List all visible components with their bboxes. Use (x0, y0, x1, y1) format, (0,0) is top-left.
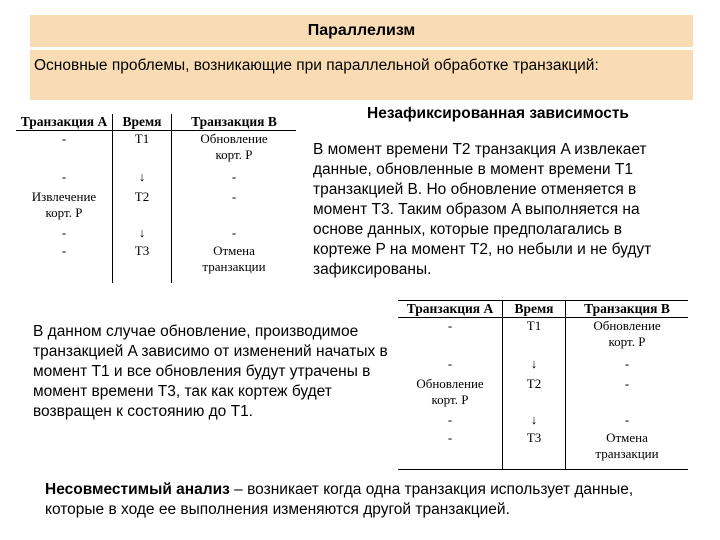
header-transaction-a: Транзакция A (16, 114, 113, 131)
table-cell: - (624, 375, 630, 391)
section-heading: Незафиксированная зависимость (367, 105, 629, 122)
term-inconsistent-analysis: Несовместимый анализ (45, 481, 230, 498)
table-cell: Извлечение корт. P (16, 189, 113, 225)
table-cell: ↓ (503, 412, 566, 430)
table-cell: - (231, 168, 237, 184)
table-cell: - (16, 169, 113, 189)
table-cell: T2 (503, 376, 566, 412)
table-cell: T2 (113, 189, 172, 225)
table-cell: Обновление корт. P (593, 318, 661, 349)
table-cell: - (624, 411, 630, 427)
table-cell: ↓ (113, 169, 172, 189)
header-transaction-a: Транзакция A (398, 301, 503, 318)
table-cell: Обновление корт. P (200, 131, 268, 162)
table-cell: - (398, 412, 503, 430)
header-transaction-b: Транзакция B (566, 301, 689, 318)
table-cell: - (16, 131, 113, 169)
header-time: Время (113, 114, 172, 131)
header-transaction-b: Транзакция B (172, 114, 297, 131)
table-cell: T3 (503, 430, 566, 470)
transaction-table-2 (398, 300, 688, 470)
table-cell: - (16, 225, 113, 243)
table-cell: - (16, 243, 113, 283)
table-cell: - (398, 430, 503, 470)
table-cell: - (398, 318, 503, 356)
table-cell: Отмена транзакции (202, 242, 266, 274)
table-cell: ↓ (113, 225, 172, 243)
bottom-definition (45, 480, 685, 520)
header-time: Время (503, 301, 566, 318)
table-cell: - (231, 188, 237, 204)
table-cell: T1 (503, 318, 566, 356)
slide-title: Параллелизм (30, 15, 693, 47)
definition-text: – возникает когда одна транзакция использует данные, которые в ходе ее выполнения изменяются другой транзакцией. (45, 481, 634, 518)
transaction-table-1 (16, 114, 296, 283)
explanation-right: В момент времени T2 транзакция A извлекает данные, обновленные в момент времени T1 транзакцией B. Но обновление отменяется в момент T3. Таким образом A выполняется на основе данных, которые предполагались в кортеже P на момент T2, но небыли и не будут зафиксированы. (313, 141, 652, 278)
explanation-left: В данном случае обновление, производимое транзакцией A зависимо от изменений начатых в момент T1 и все обновления будут утрачены в момент времени T3, так как кортеж будет возвращен к состоянию до T1. (33, 323, 388, 420)
table-cell: - (624, 355, 630, 371)
table-cell: Обновление корт. P (398, 376, 503, 412)
table-cell: T1 (113, 131, 172, 169)
table-cell: Отмена транзакции (566, 430, 689, 470)
table-cell: ↓ (503, 356, 566, 376)
problems-statement: Основные проблемы, возникающие при параллельной обработке транзакций: (30, 50, 693, 100)
table-cell: - (231, 224, 237, 240)
table-cell: T3 (113, 243, 172, 283)
table-cell: - (398, 356, 503, 376)
